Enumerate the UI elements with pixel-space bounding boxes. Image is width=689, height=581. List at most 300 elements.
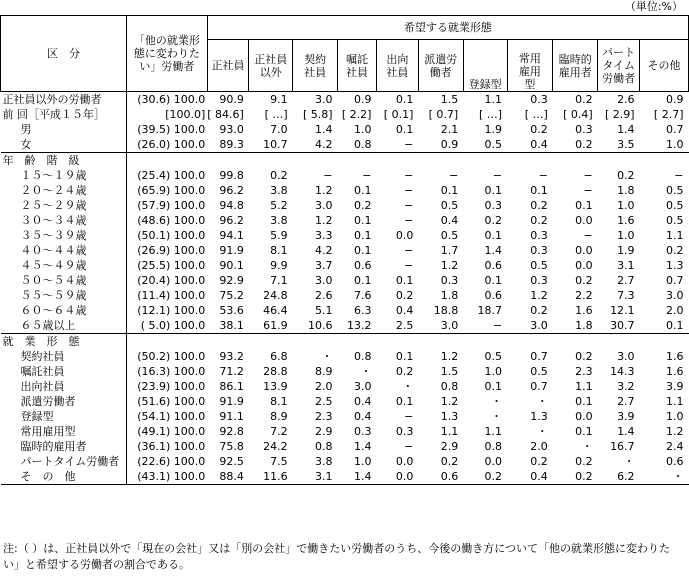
cell-value bbox=[598, 153, 640, 169]
cell-value: 3.9 bbox=[617, 410, 635, 423]
row-ratio: (43.1) 100.0 bbox=[126, 469, 207, 485]
cell-value: 0.7 bbox=[530, 350, 548, 363]
row-ratio: (22.6) 100.0 bbox=[137, 455, 206, 468]
cell-value: [ 84.6] bbox=[207, 108, 244, 121]
cell-value: 93.0 bbox=[219, 123, 244, 136]
table-row bbox=[1, 424, 689, 439]
cell-value: 28.8 bbox=[263, 365, 288, 378]
cell-value: 8.9 bbox=[315, 365, 333, 378]
cell-value: 1.4 bbox=[353, 440, 372, 453]
cell-value: 0.4 bbox=[395, 304, 414, 317]
cell-value: 0.2 bbox=[530, 214, 548, 227]
cell-value: 1.7 bbox=[440, 244, 459, 257]
cell-value: 0.1 bbox=[440, 184, 459, 197]
cell-value: − bbox=[674, 169, 684, 182]
cell-value: − bbox=[583, 169, 593, 182]
cell-value: 0.2 bbox=[395, 365, 414, 378]
cell-value: 1.0 bbox=[353, 455, 372, 468]
header-joyo: 常用雇用型 bbox=[507, 40, 553, 92]
cell-value: 3.0 bbox=[666, 289, 684, 302]
cell-value: 1.6 bbox=[575, 304, 593, 317]
cell-value: 0.2 bbox=[575, 138, 593, 151]
cell-value: ・ bbox=[623, 455, 635, 468]
cell-value: 0.5 bbox=[530, 365, 548, 378]
cell-value: 1.0 bbox=[484, 365, 503, 378]
row-label: ３０～３４歳 bbox=[1, 213, 127, 228]
cell-value: 0.4 bbox=[353, 410, 372, 423]
row-label: １５～１９歳 bbox=[1, 168, 127, 183]
cell-value: 1.4 bbox=[315, 123, 333, 136]
cell-value: [ 0.1] bbox=[383, 108, 414, 121]
cell-value: 3.9 bbox=[666, 380, 684, 393]
cell-value: 2.0 bbox=[315, 380, 333, 393]
cell-value: 0.1 bbox=[666, 319, 684, 332]
cell-value: 2.6 bbox=[315, 289, 333, 302]
cell-value: − bbox=[583, 184, 593, 197]
cell-value: [ 0.4] bbox=[563, 108, 593, 121]
table-row bbox=[1, 273, 689, 288]
cell-value: 0.1 bbox=[353, 274, 372, 287]
row-label: 嘱託社員 bbox=[1, 364, 127, 379]
cell-value: 2.5 bbox=[315, 395, 333, 408]
cell-value: 96.2 bbox=[219, 184, 244, 197]
cell-value: 92.8 bbox=[219, 425, 244, 438]
row-ratio: (23.9) 100.0 bbox=[137, 380, 206, 393]
row-ratio: (36.1) 100.0 bbox=[137, 440, 206, 453]
header-desired: 希望する就業形態 bbox=[207, 16, 688, 40]
row-label: 出向社員 bbox=[1, 379, 127, 394]
cell-value: [ 2.9] bbox=[604, 108, 635, 121]
table-row bbox=[1, 349, 689, 364]
cell-value: 0.3 bbox=[440, 274, 459, 287]
cell-value: 0.5 bbox=[666, 199, 684, 212]
row-label: 年 齢 階 級 bbox=[1, 153, 127, 169]
header-shokutaku: 嘱託社員 bbox=[338, 40, 377, 92]
table-row bbox=[1, 469, 689, 485]
cell-value bbox=[507, 153, 553, 169]
row-ratio: [100.0] bbox=[165, 108, 206, 121]
cell-value: 24.2 bbox=[263, 440, 288, 453]
header-toroku: 登録型 bbox=[463, 40, 507, 92]
table-row bbox=[1, 303, 689, 318]
cell-value: 16.7 bbox=[610, 440, 635, 453]
table-row bbox=[1, 454, 689, 469]
cell-value: 91.9 bbox=[219, 395, 244, 408]
cell-value: 3.0 bbox=[293, 92, 338, 108]
header-part: パートタイム労働者 bbox=[598, 40, 640, 92]
cell-value bbox=[338, 153, 377, 169]
table-row bbox=[1, 334, 689, 350]
cell-value: 4.2 bbox=[315, 244, 333, 257]
cell-value bbox=[376, 334, 418, 350]
cell-value: 0.0 bbox=[484, 455, 503, 468]
cell-value: − bbox=[404, 214, 414, 227]
cell-value: 5.1 bbox=[315, 304, 333, 317]
cell-value: 91.9 bbox=[219, 244, 244, 257]
cell-value: 5.9 bbox=[270, 229, 288, 242]
cell-value: 0.2 bbox=[353, 199, 372, 212]
row-label: ２０～２４歳 bbox=[1, 183, 127, 198]
cell-value: 3.3 bbox=[315, 229, 333, 242]
cell-value: − bbox=[404, 244, 414, 257]
row-ratio bbox=[126, 153, 207, 169]
table-row bbox=[1, 92, 689, 108]
row-ratio: (26.9) 100.0 bbox=[137, 244, 206, 257]
survey-table bbox=[0, 15, 689, 485]
cell-value: 3.0 bbox=[315, 274, 333, 287]
cell-value: 0.4 bbox=[530, 138, 548, 151]
cell-value: 75.8 bbox=[219, 440, 244, 453]
cell-value: 0.1 bbox=[530, 184, 548, 197]
cell-value: 0.6 bbox=[666, 455, 684, 468]
cell-value: 0.0 bbox=[575, 214, 593, 227]
cell-value bbox=[463, 334, 507, 350]
table-row bbox=[1, 364, 689, 379]
cell-value: 6.2 bbox=[598, 469, 640, 485]
cell-value: 0.7 bbox=[530, 380, 548, 393]
table-row bbox=[1, 318, 689, 334]
header-sonota: その他 bbox=[640, 40, 689, 92]
cell-value: 71.2 bbox=[219, 365, 244, 378]
cell-value bbox=[376, 153, 418, 169]
cell-value: 0.3 bbox=[530, 274, 548, 287]
cell-value: 2.7 bbox=[617, 274, 635, 287]
cell-value: 2.1 bbox=[440, 123, 459, 136]
cell-value: 8.1 bbox=[270, 244, 288, 257]
cell-value: 0.3 bbox=[484, 199, 503, 212]
cell-value: 0.5 bbox=[530, 259, 548, 272]
cell-value: 92.9 bbox=[219, 274, 244, 287]
cell-value: 0.2 bbox=[463, 469, 507, 485]
cell-value: 0.0 bbox=[395, 455, 414, 468]
cell-value: 1.2 bbox=[440, 395, 459, 408]
cell-value: − bbox=[404, 184, 414, 197]
cell-value: 1.2 bbox=[440, 350, 459, 363]
row-ratio: (16.3) 100.0 bbox=[137, 365, 206, 378]
cell-value: 0.5 bbox=[484, 350, 503, 363]
cell-value: 0.2 bbox=[530, 123, 548, 136]
cell-value: 30.7 bbox=[610, 319, 635, 332]
cell-value: 1.2 bbox=[530, 289, 548, 302]
header-rinji: 臨時的雇用者 bbox=[553, 40, 598, 92]
header-haken: 派遣労働者 bbox=[418, 40, 463, 92]
cell-value: [ …] bbox=[264, 108, 288, 121]
cell-value: 0.5 bbox=[666, 214, 684, 227]
cell-value: 1.2 bbox=[666, 425, 684, 438]
table-row bbox=[1, 243, 689, 258]
cell-value: 1.1 bbox=[575, 380, 593, 393]
cell-value: 3.0 bbox=[440, 319, 459, 332]
cell-value: 0.8 bbox=[440, 380, 459, 393]
cell-value: 0.2 bbox=[395, 289, 414, 302]
row-label: 常用雇用型 bbox=[1, 424, 127, 439]
cell-value: 1.6 bbox=[617, 214, 635, 227]
cell-value: 0.2 bbox=[440, 455, 459, 468]
cell-value: 0.2 bbox=[530, 304, 548, 317]
cell-value: 0.1 bbox=[353, 244, 372, 257]
cell-value bbox=[249, 334, 293, 350]
cell-value: 3.0 bbox=[530, 319, 548, 332]
cell-value: 2.5 bbox=[395, 319, 414, 332]
cell-value: 99.8 bbox=[219, 169, 244, 182]
cell-value: 0.3 bbox=[507, 92, 553, 108]
cell-value: 3.0 bbox=[617, 350, 635, 363]
cell-value: [ 2.2] bbox=[341, 108, 372, 121]
cell-value: 1.0 bbox=[353, 123, 372, 136]
cell-value: 3.7 bbox=[315, 259, 333, 272]
row-ratio: (12.1) 100.0 bbox=[137, 304, 206, 317]
table-row bbox=[1, 213, 689, 228]
cell-value: 2.7 bbox=[617, 395, 635, 408]
cell-value: 2.3 bbox=[315, 410, 333, 423]
cell-value: 3.5 bbox=[617, 138, 635, 151]
cell-value: 1.2 bbox=[315, 184, 333, 197]
cell-value: 92.5 bbox=[219, 455, 244, 468]
cell-value: 90.9 bbox=[207, 92, 249, 108]
cell-value: 1.6 bbox=[666, 350, 684, 363]
cell-value: 0.2 bbox=[484, 214, 503, 227]
row-label: 派遣労働者 bbox=[1, 394, 127, 409]
cell-value: 3.0 bbox=[315, 199, 333, 212]
row-label: 登録型 bbox=[1, 409, 127, 424]
cell-value: [ …] bbox=[478, 108, 503, 121]
row-ratio: ( 5.0) 100.0 bbox=[140, 319, 206, 332]
header-shukko: 出向社員 bbox=[376, 40, 418, 92]
row-ratio: (30.6) 100.0 bbox=[126, 92, 207, 108]
cell-value: − bbox=[404, 169, 414, 182]
cell-value: 1.8 bbox=[440, 289, 459, 302]
row-ratio bbox=[126, 334, 207, 350]
cell-value: 11.6 bbox=[249, 469, 293, 485]
cell-value: 0.1 bbox=[353, 214, 372, 227]
row-label: 就 業 形 態 bbox=[1, 334, 127, 350]
cell-value: 0.4 bbox=[440, 214, 459, 227]
cell-value: 13.9 bbox=[263, 380, 288, 393]
cell-value: 2.4 bbox=[666, 440, 684, 453]
cell-value bbox=[338, 334, 377, 350]
cell-value: ・ bbox=[581, 440, 593, 453]
cell-value: 1.2 bbox=[315, 214, 333, 227]
header-seishain: 正社員 bbox=[207, 40, 249, 92]
cell-value: 0.3 bbox=[395, 425, 414, 438]
cell-value: 89.3 bbox=[219, 138, 244, 151]
cell-value: 1.5 bbox=[418, 92, 463, 108]
cell-value: 0.0 bbox=[575, 244, 593, 257]
cell-value: 0.6 bbox=[484, 289, 503, 302]
table-row bbox=[1, 137, 689, 153]
cell-value: 3.1 bbox=[293, 469, 338, 485]
cell-value bbox=[598, 334, 640, 350]
table-row bbox=[1, 107, 689, 122]
cell-value: 0.2 bbox=[575, 350, 593, 363]
row-label: 男 bbox=[1, 122, 127, 137]
cell-value: 8.1 bbox=[270, 395, 288, 408]
cell-value: 0.1 bbox=[575, 199, 593, 212]
unit-note: （単位:%） bbox=[624, 0, 683, 13]
cell-value: 3.8 bbox=[315, 455, 333, 468]
cell-value bbox=[418, 153, 463, 169]
cell-value: 9.1 bbox=[249, 92, 293, 108]
cell-value: − bbox=[492, 169, 503, 182]
cell-value: 13.2 bbox=[346, 319, 372, 332]
table-row bbox=[1, 439, 689, 454]
cell-value: − bbox=[449, 169, 459, 182]
table-row bbox=[1, 228, 689, 243]
cell-value: 0.6 bbox=[484, 259, 503, 272]
cell-value: 61.9 bbox=[263, 319, 288, 332]
cell-value: 0.2 bbox=[530, 199, 548, 212]
row-ratio: (48.6) 100.0 bbox=[137, 214, 206, 227]
row-ratio: (54.1) 100.0 bbox=[137, 410, 206, 423]
cell-value: 1.2 bbox=[440, 259, 459, 272]
row-ratio: (51.6) 100.0 bbox=[137, 395, 206, 408]
cell-value: 0.8 bbox=[353, 350, 372, 363]
table-row bbox=[1, 394, 689, 409]
row-ratio: (39.5) 100.0 bbox=[137, 123, 206, 136]
cell-value: 0.0 bbox=[575, 259, 593, 272]
cell-value: 3.1 bbox=[617, 259, 635, 272]
table-row bbox=[1, 379, 689, 394]
cell-value: [ 0.7] bbox=[428, 108, 459, 121]
row-ratio: (50.2) 100.0 bbox=[137, 350, 206, 363]
cell-value: 0.2 bbox=[270, 169, 288, 182]
cell-value: 1.4 bbox=[617, 425, 635, 438]
cell-value: 2.6 bbox=[598, 92, 640, 108]
cell-value: − bbox=[404, 138, 414, 151]
row-ratio: (49.1) 100.0 bbox=[137, 425, 206, 438]
cell-value: − bbox=[404, 410, 414, 423]
cell-value: 1.1 bbox=[666, 395, 684, 408]
header-seishain-igai: 正社員以外 bbox=[249, 40, 293, 92]
row-label: ６５歳以上 bbox=[1, 318, 127, 334]
cell-value: 1.6 bbox=[666, 365, 684, 378]
cell-value: 6.3 bbox=[353, 304, 372, 317]
cell-value: ・ bbox=[640, 469, 689, 485]
cell-value: 0.7 bbox=[666, 274, 684, 287]
cell-value bbox=[640, 153, 689, 169]
cell-value: 8.9 bbox=[270, 410, 288, 423]
row-label: パートタイム労働者 bbox=[1, 454, 127, 469]
row-ratio: (50.1) 100.0 bbox=[137, 229, 206, 242]
cell-value: 1.4 bbox=[484, 244, 503, 257]
cell-value: 0.1 bbox=[575, 395, 593, 408]
table-row bbox=[1, 409, 689, 424]
cell-value: 1.0 bbox=[617, 229, 635, 242]
cell-value: 0.7 bbox=[666, 123, 684, 136]
cell-value: 0.1 bbox=[484, 274, 503, 287]
cell-value bbox=[553, 334, 598, 350]
cell-value: 0.9 bbox=[640, 92, 689, 108]
header-keiyaku: 契約社員 bbox=[293, 40, 338, 92]
cell-value: 0.2 bbox=[575, 274, 593, 287]
cell-value: 1.4 bbox=[617, 123, 635, 136]
cell-value bbox=[640, 334, 689, 350]
cell-value: 3.8 bbox=[270, 184, 288, 197]
cell-value: 2.0 bbox=[530, 440, 548, 453]
cell-value: 0.3 bbox=[575, 123, 593, 136]
cell-value: 1.8 bbox=[617, 184, 635, 197]
row-label: ４０～４４歳 bbox=[1, 243, 127, 258]
cell-value: 7.1 bbox=[270, 274, 288, 287]
cell-value: 1.0 bbox=[617, 199, 635, 212]
row-label: 臨時的雇用者 bbox=[1, 439, 127, 454]
cell-value: 0.2 bbox=[575, 455, 593, 468]
cell-value: 2.0 bbox=[666, 304, 684, 317]
row-label: 前 回［平成１５年］ bbox=[1, 107, 127, 122]
cell-value: − bbox=[404, 440, 414, 453]
cell-value: 1.8 bbox=[575, 319, 593, 332]
cell-value: 0.5 bbox=[440, 199, 459, 212]
cell-value: 0.1 bbox=[575, 425, 593, 438]
cell-value: 0.5 bbox=[440, 229, 459, 242]
cell-value: 1.0 bbox=[666, 410, 684, 423]
cell-value: 0.1 bbox=[484, 229, 503, 242]
cell-value: 1.3 bbox=[530, 410, 548, 423]
cell-value: 0.1 bbox=[376, 92, 418, 108]
cell-value: ・ bbox=[360, 365, 372, 378]
cell-value: 0.1 bbox=[484, 380, 503, 393]
cell-value: 14.3 bbox=[610, 365, 635, 378]
cell-value: 7.2 bbox=[270, 425, 288, 438]
table-row bbox=[1, 122, 689, 137]
cell-value: [ 5.8] bbox=[302, 108, 333, 121]
row-ratio: (26.0) 100.0 bbox=[137, 138, 206, 151]
cell-value: 75.2 bbox=[219, 289, 244, 302]
cell-value: 18.8 bbox=[433, 304, 459, 317]
cell-value: 94.8 bbox=[219, 199, 244, 212]
row-ratio: (20.4) 100.0 bbox=[137, 274, 206, 287]
cell-value: 1.9 bbox=[617, 244, 635, 257]
cell-value bbox=[207, 334, 249, 350]
cell-value: ・ bbox=[402, 380, 414, 393]
table-row bbox=[1, 183, 689, 198]
cell-value: 0.1 bbox=[395, 395, 414, 408]
cell-value: 1.9 bbox=[484, 123, 503, 136]
row-ratio: (11.4) 100.0 bbox=[137, 289, 206, 302]
cell-value: [ 2.7] bbox=[653, 108, 684, 121]
cell-value: 0.4 bbox=[353, 395, 372, 408]
cell-value: − bbox=[492, 319, 503, 332]
cell-value: 1.1 bbox=[666, 229, 684, 242]
cell-value: 86.1 bbox=[219, 380, 244, 393]
cell-value: 0.0 bbox=[376, 469, 418, 485]
cell-value: 0.1 bbox=[353, 229, 372, 242]
row-ratio: (57.9) 100.0 bbox=[137, 199, 206, 212]
cell-value: 1.5 bbox=[440, 365, 459, 378]
cell-value: 0.2 bbox=[530, 455, 548, 468]
cell-value: 3.8 bbox=[270, 214, 288, 227]
row-label: 契約社員 bbox=[1, 349, 127, 364]
table-row bbox=[1, 153, 689, 169]
cell-value: 0.2 bbox=[553, 469, 598, 485]
row-label: ６０～６４歳 bbox=[1, 303, 127, 318]
cell-value: 9.9 bbox=[270, 259, 288, 272]
cell-value: 1.0 bbox=[666, 138, 684, 151]
cell-value: 38.1 bbox=[219, 319, 244, 332]
row-label: ５５～５９歳 bbox=[1, 288, 127, 303]
cell-value: 0.2 bbox=[553, 92, 598, 108]
table-row bbox=[1, 198, 689, 213]
cell-value: 3.0 bbox=[353, 380, 372, 393]
cell-value: 1.1 bbox=[440, 425, 459, 438]
cell-value: 0.0 bbox=[395, 229, 414, 242]
cell-value: 4.2 bbox=[315, 138, 333, 151]
row-label: 正社員以外の労働者 bbox=[1, 92, 127, 108]
cell-value: − bbox=[583, 229, 593, 242]
header-kubun: 区 分 bbox=[1, 16, 127, 92]
cell-value: 0.1 bbox=[395, 123, 414, 136]
cell-value: 0.6 bbox=[418, 469, 463, 485]
